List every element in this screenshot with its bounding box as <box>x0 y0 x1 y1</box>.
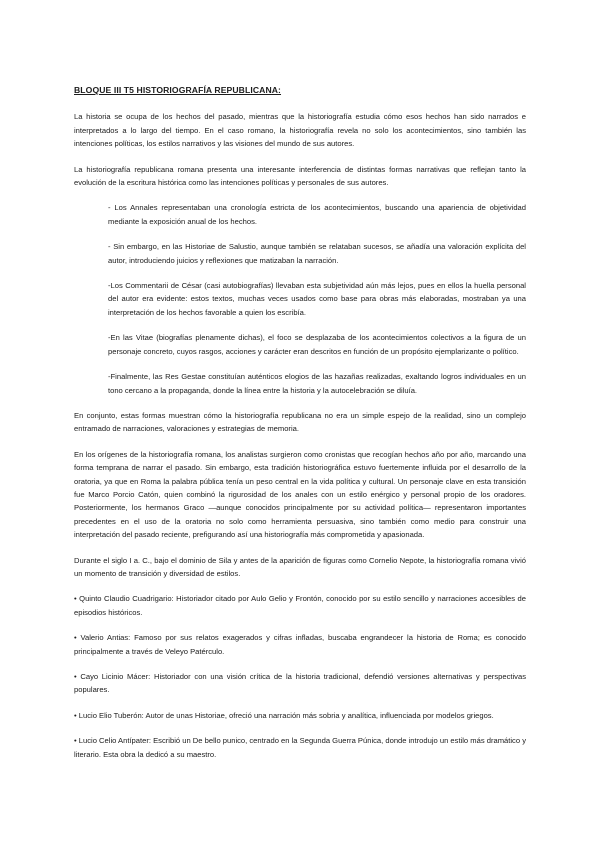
author-antias: • Valerio Antias: Famoso por sus relatos exagerados y cifras infladas, buscaba engrandecer la historia de Roma; es conocido principalmente a través de Veleyo Patérculo. <box>74 633 526 656</box>
body-paragraph-conjunto: En conjunto, estas formas muestran cómo la historiografía republicana no era un simple espejo de la realidad, sino un complejo entramado de narraciones, valoraciones y estrategias de memoria. <box>74 410 526 434</box>
form-vitae: -En las Vitae (biografías plenamente dichas), el foco se desplazaba de los acontecimientos colectivos a la figura de un personaje concreto, cuyos rasgos, acciones y carácter eran descritos en función de un propósito ejemplarizante o político. <box>108 333 526 356</box>
form-annales: - Los Annales representaban una cronología estricta de los acontecimientos, buscando una apariencia de objetividad mediante la exposición anual de los hechos. <box>108 203 526 226</box>
form-historiae: - Sin embargo, en las Historiae de Salustio, aunque también se relataban sucesos, se añadía una valoración explícita del autor, introduciendo juicios y reflexiones que matizaban la narración. <box>108 242 526 265</box>
form-res-gestae: -Finalmente, las Res Gestae constituían auténticos elogios de las hazañas realizadas, exaltando logros individuales en un tono cercano a la propaganda, donde la línea entre la historia y la autocelebración se diluía. <box>108 372 526 395</box>
intro-paragraph-2: La historiografía republicana romana presenta una interesante interferencia de distintas formas narrativas que reflejan tanto la evolución de la escritura histórica como las intenciones políticas y personales de sus autores. <box>74 164 526 188</box>
body-paragraph-origenes: En los orígenes de la historiografía romana, los analistas surgieron como cronistas que recogían hechos año por año, marcando una forma temprana de narrar el pasado. Sin embargo, esta tradición historiográfica estuvo fuertemente influida por el desarrollo de la oratoria, ya que en Roma la palabra pública tenía un peso central en la vida política y cultural. Un personaje clave en esta transición fue Marco Porcio Catón, quien combinó la rigurosidad de los anales con un estilo enérgico y personal propio de los oradores. Posteriormente, los hermanos Graco —aunque conocidos principalmente por su actividad política— representaron importantes precedentes en el uso de la oratoria no solo como herramienta persuasiva, sino también como medio para construir una interpretación del pasado reciente, prefigurando así una historiografía más comprometida y apasionada. <box>74 449 526 540</box>
body-paragraph-siglo-i: Durante el siglo I a. C., bajo el dominio de Sila y antes de la aparición de figuras como Cornelio Nepote, la historiografía romana vivió un momento de transición y diversidad de estilos. <box>74 555 526 578</box>
author-macer: • Cayo Licinio Mácer: Historiador con una visión crítica de la historia tradicional, defendió versiones alternativas y perspectivas populares. <box>74 672 526 695</box>
form-commentarii: -Los Commentarii de César (casi autobiografías) llevaban esta subjetividad aún más lejos, pues en ellos la huella personal del autor era evidente: estos textos, muchas veces usados como base para obras más elaboradas, mostraban ya una interpretación de los hechos favorable a quien los escribía. <box>108 281 526 317</box>
document-title: BLOQUE III T5 HISTORIOGRAFÍA REPUBLICANA: <box>74 85 282 95</box>
author-antipater: • Lucio Celio Antípater: Escribió un De bello punico, centrado en la Segunda Guerra Púnica, donde introdujo un estilo más dramático y literario. Esta obra la dedicó a su maestro. <box>74 736 526 759</box>
author-tuberon: • Lucio Elio Tuberón: Autor de unas Historiae, ofreció una narración más sobria y analítica, influenciada por modelos griegos. <box>74 710 494 720</box>
intro-paragraph-1: La historia se ocupa de los hechos del pasado, mientras que la historiografía estudia cómo esos hechos han sido narrados e interpretados a lo largo del tiempo. En el caso romano, la historiografía revela no solo los acontecimientos, sino también las intenciones políticas, los estilos narrativos y las visiones del mundo de sus autores. <box>74 112 526 149</box>
author-cuadrigario: • Quinto Claudio Cuadrigario: Historiador citado por Aulo Gelio y Frontón, conocido por su estilo sencillo y narraciones accesibles de episodios históricos. <box>74 594 526 617</box>
